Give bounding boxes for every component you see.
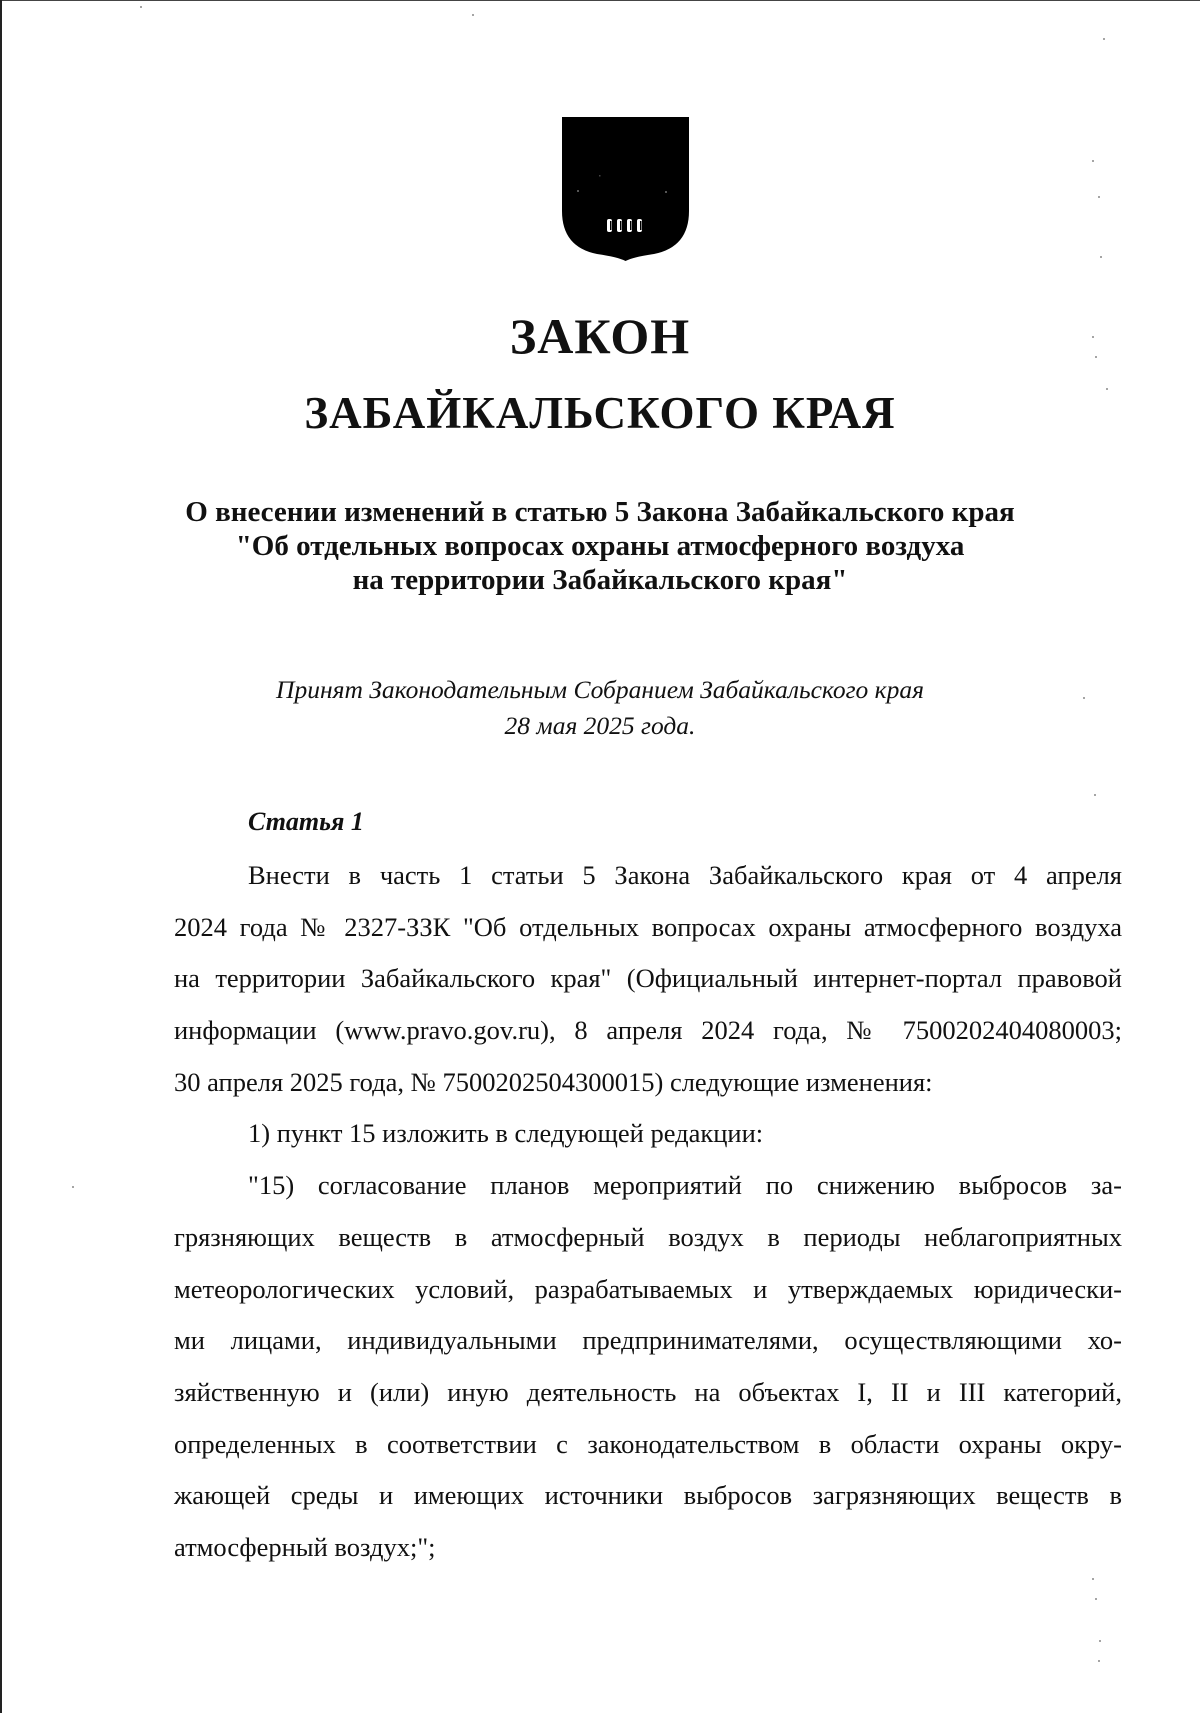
law-subject-line: О внесении изменений в статью 5 Закона Забайкальского края: [185, 496, 1015, 528]
article-line: грязняющих веществ в атмосферный воздух в периоды неблагоприятных: [174, 1221, 1122, 1252]
article-line: зяйственную и (или) иную деятельность на объектах I, II и III категорий,: [174, 1376, 1122, 1407]
article-line: Внести в часть 1 статьи 5 Закона Забайкальского края от 4 апреля: [248, 860, 1122, 890]
article-line: метеорологических условий, разрабатываемых и утверждаемых юридически-: [174, 1273, 1122, 1304]
amendment-item: 1) пункт 15 изложить в следующей редакции:: [248, 1118, 764, 1149]
law-title: ЗАКОН: [509, 308, 691, 364]
article-line: ми лицами, индивидуальными предпринимателями, осуществляющими хо-: [174, 1325, 1122, 1356]
article-body: [174, 850, 1122, 1574]
article-line: "15) согласование планов мероприятий по снижению выбросов за-: [248, 1170, 1122, 1201]
adoption-date: 28 мая 2025 года.: [504, 711, 696, 740]
article-line: на территории Забайкальского края" (Официальный интернет-портал правовой: [174, 963, 1122, 994]
article-line: 2024 года № 2327-ЗЗК "Об отдельных вопросах охраны атмосферного воздуха: [174, 911, 1122, 942]
article-line: 30 апреля 2025 года, № 7500202504300015) следующие изменения:: [174, 1066, 933, 1097]
law-subject-line: на территории Забайкальского края": [352, 564, 848, 596]
article-line: жающей среды и имеющих источники выбросов загрязняющих веществ в: [174, 1480, 1122, 1511]
coat-of-arms-icon: [561, 115, 690, 262]
law-region-title: ЗАБАЙКАЛЬСКОГО КРАЯ: [304, 388, 896, 438]
article-line: определенных в соответствии с законодательством в области охраны окру-: [174, 1428, 1122, 1459]
article-line: информации (www.pravo.gov.ru), 8 апреля 2024 года, № 7500202404080003;: [174, 1015, 1122, 1046]
adoption-body: Принят Законодательным Собранием Забайкальского края: [276, 675, 924, 704]
law-subject-line: "Об отдельных вопросах охраны атмосферного воздуха: [235, 530, 965, 562]
article-heading: Статья 1: [248, 807, 364, 836]
page-edge-top: [0, 0, 1200, 1]
page-edge-left: [0, 0, 2, 1713]
adoption-note: [0, 672, 1200, 744]
article-line: атмосферный воздух;";: [174, 1531, 436, 1562]
law-subject: [0, 495, 1200, 597]
